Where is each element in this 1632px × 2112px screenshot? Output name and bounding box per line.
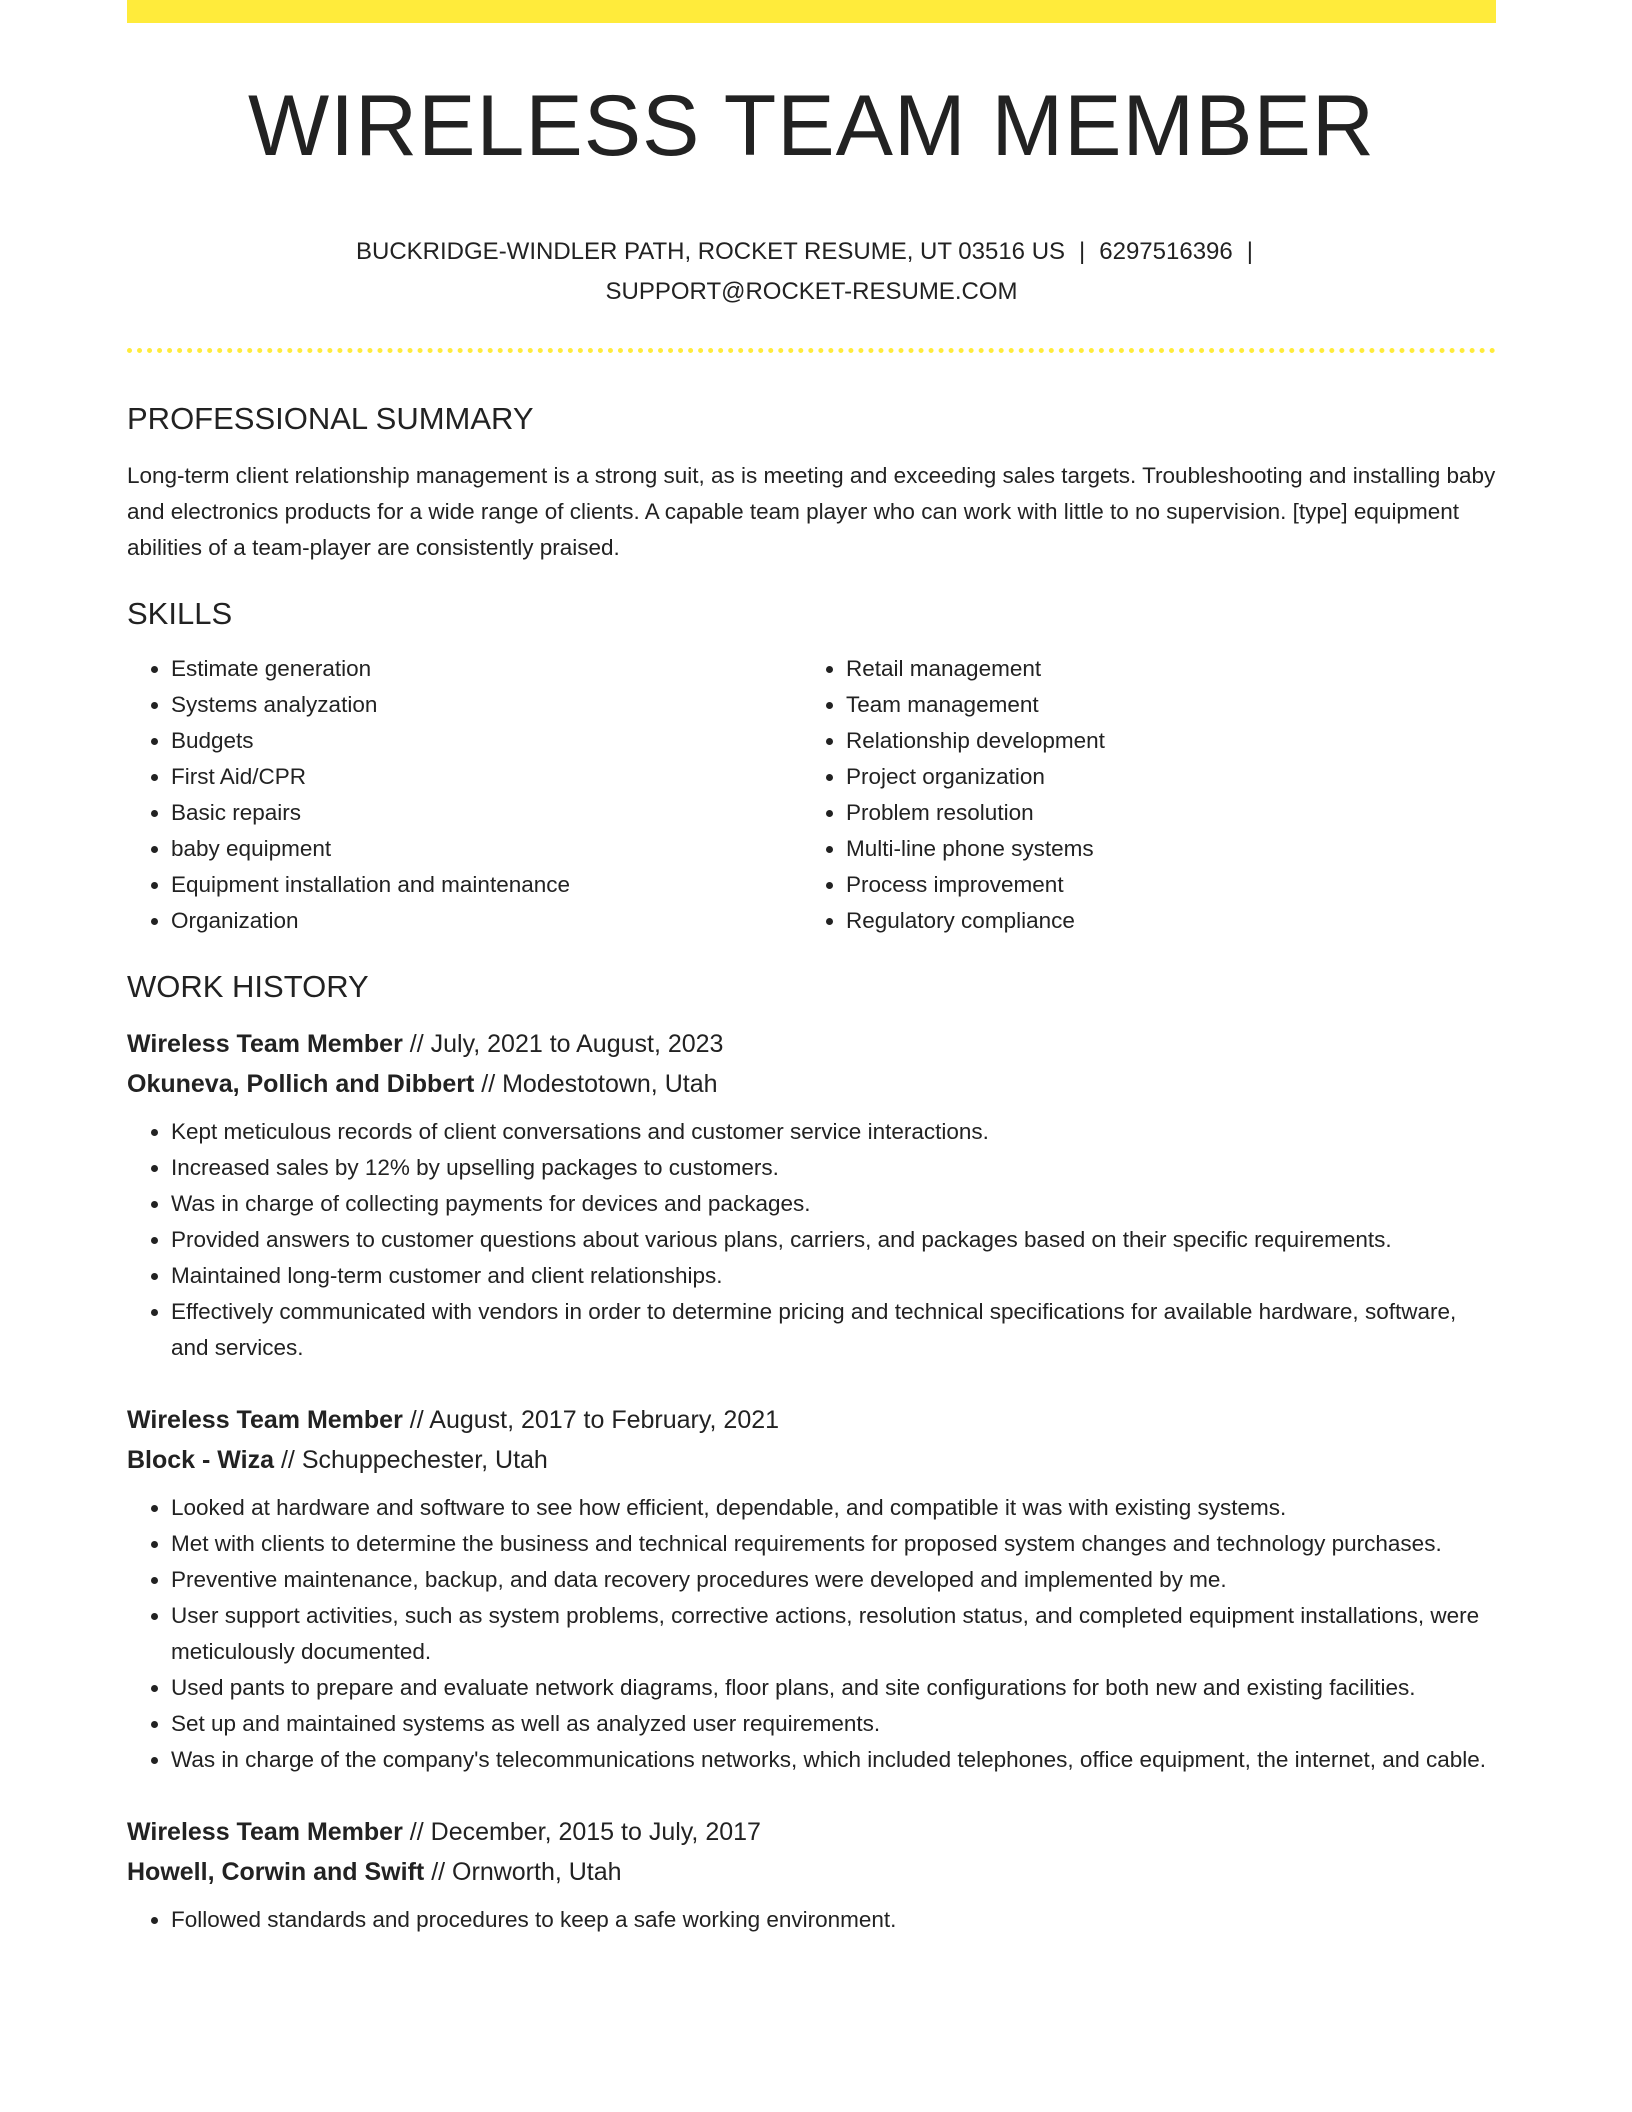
job-location: Modestotown, Utah: [502, 1070, 718, 1098]
contact-address: BUCKRIDGE-WINDLER PATH, ROCKET RESUME, UT 03516 US: [356, 238, 1066, 265]
job-entry: [127, 1400, 1496, 1778]
job-company: Block - Wiza: [127, 1446, 275, 1474]
skills-column-right: [802, 651, 1105, 939]
job-bullet: • Looked at hardware and software to see how efficient, dependable, and compatible it was with existing systems.: [171, 1490, 1496, 1526]
job-company: Okuneva, Pollich and Dibbert: [127, 1070, 475, 1098]
skill-item: • Multi-line phone systems: [846, 831, 1105, 867]
work-history-heading: WORK HISTORY: [127, 969, 369, 1004]
job-bullet: • Followed standards and procedures to keep a safe working environment.: [171, 1902, 1496, 1938]
job-bullets: [127, 1114, 1496, 1366]
job-bullet: • Used pants to prepare and evaluate network diagrams, floor plans, and site configurations for both new and existing facilities.: [171, 1670, 1496, 1706]
job-bullets: [127, 1490, 1496, 1778]
job-bullet: • Was in charge of the company's telecommunications networks, which included telephones, office equipment, the internet, and cable.: [171, 1742, 1496, 1778]
job-separator: //: [431, 1858, 446, 1886]
job-bullet: • Was in charge of collecting payments for devices and packages.: [171, 1186, 1496, 1222]
skill-item: • Basic repairs: [171, 795, 802, 831]
job-role: Wireless Team Member: [127, 1030, 403, 1058]
job-entry: [127, 1024, 1496, 1366]
skill-item: • Project organization: [846, 759, 1105, 795]
job-bullet: • Set up and maintained systems as well as analyzed user requirements.: [171, 1706, 1496, 1742]
skill-item: • baby equipment: [171, 831, 802, 867]
contact-info: [127, 232, 1496, 312]
job-location: Schuppechester, Utah: [301, 1446, 548, 1474]
top-accent-bar: [127, 0, 1496, 23]
skill-item: • Regulatory compliance: [846, 903, 1105, 939]
job-bullet: • Provided answers to customer questions about various plans, carriers, and packages based on their specific requirements.: [171, 1222, 1496, 1258]
job-bullet: • Maintained long-term customer and client relationships.: [171, 1258, 1496, 1294]
skill-item: • Relationship development: [846, 723, 1105, 759]
contact-separator: |: [1079, 238, 1086, 265]
job-separator: //: [481, 1070, 496, 1098]
job-role: Wireless Team Member: [127, 1818, 403, 1846]
skill-item: • Process improvement: [846, 867, 1105, 903]
job-company: Howell, Corwin and Swift: [127, 1858, 425, 1886]
job-bullets: [127, 1902, 1496, 1938]
skill-item: • Organization: [171, 903, 802, 939]
candidate-name: WIRELESS TEAM MEMBER: [247, 78, 1376, 174]
skill-item: • Equipment installation and maintenance: [171, 867, 802, 903]
job-dates: July, 2021 to August, 2023: [430, 1030, 724, 1058]
job-bullet: • Effectively communicated with vendors in order to determine pricing and technical specifications for available hardware, software, and services.: [171, 1294, 1496, 1366]
job-title-line: [127, 1024, 1496, 1064]
skills-heading: SKILLS: [127, 596, 233, 631]
job-location: Ornworth, Utah: [452, 1858, 622, 1886]
job-dates: December, 2015 to July, 2017: [430, 1818, 761, 1846]
contact-email: SUPPORT@ROCKET-RESUME.COM: [605, 278, 1018, 305]
skill-item: • Problem resolution: [846, 795, 1105, 831]
job-separator: //: [409, 1818, 424, 1846]
job-separator: //: [409, 1406, 424, 1434]
skill-item: • Estimate generation: [171, 651, 802, 687]
job-separator: //: [280, 1446, 295, 1474]
job-title-line: [127, 1400, 1496, 1440]
resume-page: [127, 0, 1496, 1938]
skill-item: • First Aid/CPR: [171, 759, 802, 795]
skills-column-left: [127, 651, 802, 939]
job-separator: //: [409, 1030, 424, 1058]
job-company-line: [127, 1852, 1496, 1892]
job-role: Wireless Team Member: [127, 1406, 403, 1434]
job-company-line: [127, 1440, 1496, 1480]
summary-heading: PROFESSIONAL SUMMARY: [127, 401, 534, 436]
job-bullet: • Kept meticulous records of client conversations and customer service interactions.: [171, 1114, 1496, 1150]
summary-text: Long-term client relationship management is a strong suit, as is meeting and exceeding sales targets. Troubleshooting and installing baby and electronics products for a wide range of clients. A capable team player who can work with little to no supervision. [type] equipment abilities of a team-player are consistently praised.: [127, 463, 1496, 560]
dotted-divider: [127, 348, 1496, 353]
job-dates: August, 2017 to February, 2021: [429, 1406, 780, 1434]
skill-item: • Team management: [846, 687, 1105, 723]
skill-item: • Systems analyzation: [171, 687, 802, 723]
job-bullet: • Preventive maintenance, backup, and data recovery procedures were developed and implemented by me.: [171, 1562, 1496, 1598]
job-bullet: • User support activities, such as system problems, corrective actions, resolution status, and completed equipment installations, were meticulously documented.: [171, 1598, 1496, 1670]
skills-list: [127, 651, 1496, 939]
job-bullet: • Met with clients to determine the business and technical requirements for proposed system changes and technology purchases.: [171, 1526, 1496, 1562]
skill-item: • Retail management: [846, 651, 1105, 687]
job-company-line: [127, 1064, 1496, 1104]
skill-item: • Budgets: [171, 723, 802, 759]
job-title-line: [127, 1812, 1496, 1852]
contact-separator: |: [1246, 238, 1253, 265]
job-entry: [127, 1812, 1496, 1938]
job-bullet: • Increased sales by 12% by upselling packages to customers.: [171, 1150, 1496, 1186]
contact-phone: 6297516396: [1099, 238, 1233, 265]
